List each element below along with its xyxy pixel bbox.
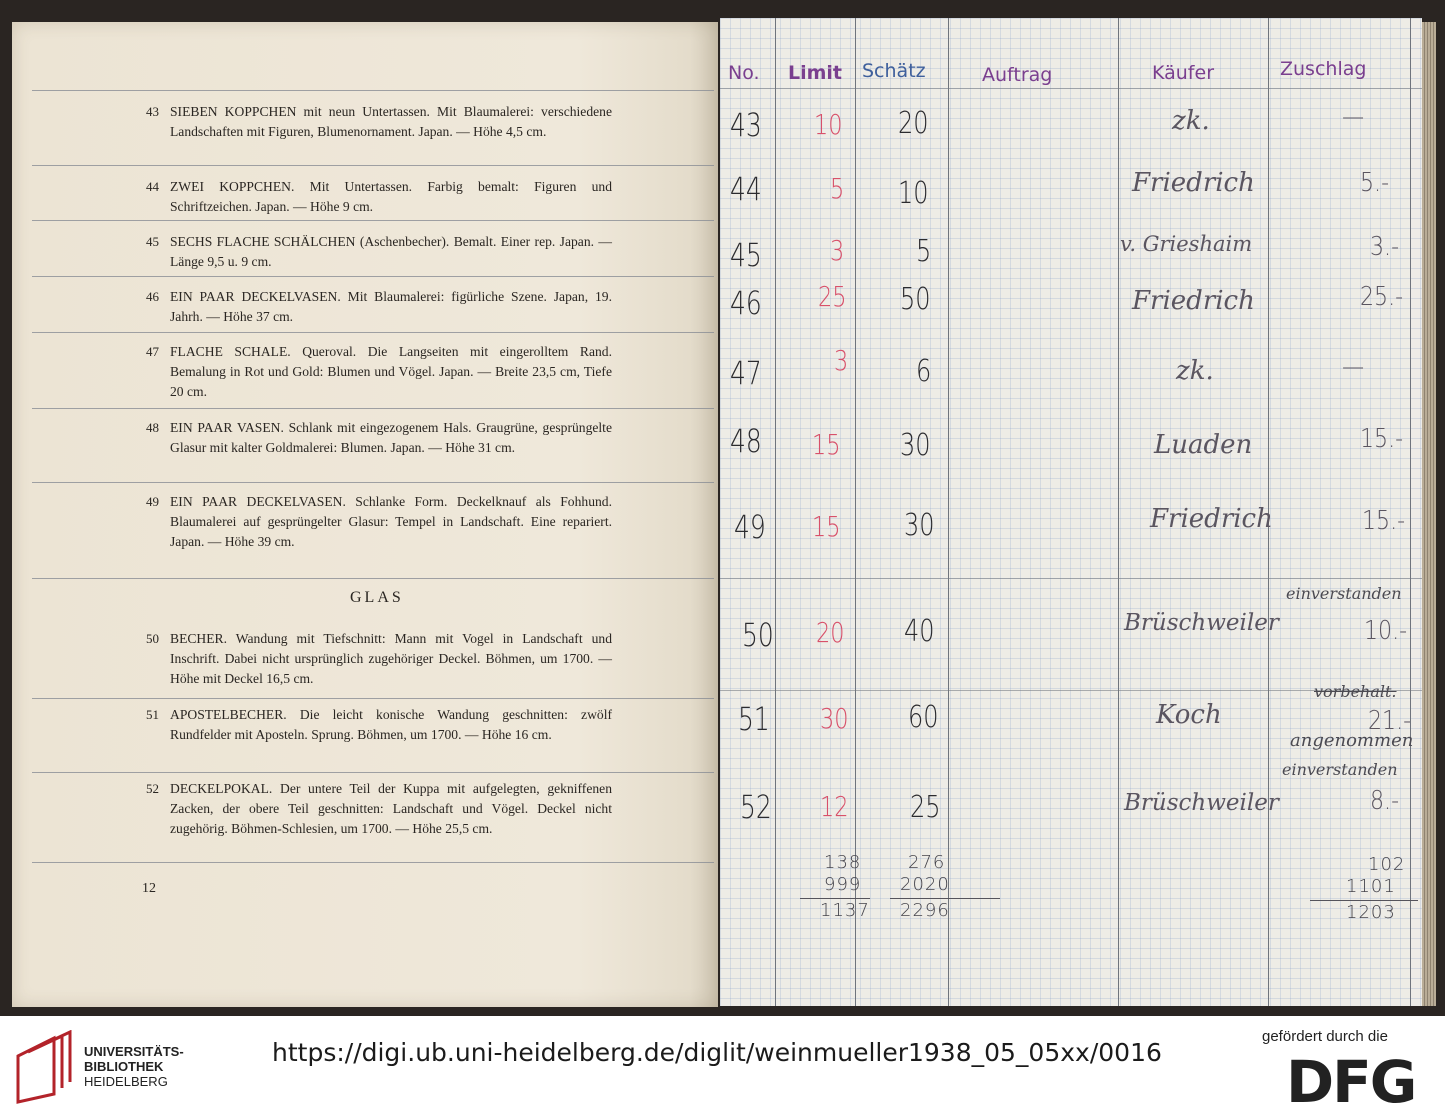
sum-rule: [800, 898, 870, 899]
limit-total-line: 138: [824, 852, 862, 873]
buyer-name: Luaden: [1154, 430, 1253, 460]
note-agreed: einverstanden: [1286, 584, 1402, 603]
hammer-total: 1203: [1346, 902, 1396, 923]
entry-text: EIN PAAR DECKELVASEN. Mit Blaumalerei: figürliche Szene. Japan, 19. Jahrh. — Höhe 37 cm.: [170, 289, 612, 324]
note-agreed: einverstanden: [1282, 760, 1398, 779]
estimate-total-line: 2020: [900, 874, 950, 895]
buyer-name: zk.: [1172, 106, 1210, 136]
rule: [32, 332, 714, 333]
estimate-value: 10: [898, 176, 929, 211]
permalink-url[interactable]: https://digi.ub.uni-heidelberg.de/diglit/weinmueller1938_05_05xx/0016: [272, 1038, 1162, 1067]
header-buyer: Käufer: [1152, 62, 1215, 84]
hammer-price: —: [1342, 102, 1365, 132]
page-edges: [1422, 22, 1436, 1006]
buyer-name: v. Grieshaim: [1120, 232, 1253, 256]
dfg-logo: DFG: [1286, 1048, 1416, 1116]
entry-number: 44: [146, 179, 159, 194]
entry-number: 51: [146, 707, 159, 722]
limit-value: 30: [820, 702, 849, 735]
rule: [32, 772, 714, 773]
funding-note: gefördert durch die: [1262, 1028, 1388, 1045]
rule: [32, 165, 714, 166]
buyer-name: Friedrich: [1132, 168, 1255, 198]
row-divider: [720, 88, 1422, 89]
buyer-name: Friedrich: [1150, 504, 1273, 534]
lot-number: 52: [740, 788, 772, 826]
buyer-name: Koch: [1156, 700, 1222, 730]
university-library-logo-icon: [14, 1030, 78, 1104]
row-divider: [720, 578, 1422, 579]
entry-number: 47: [146, 344, 159, 359]
estimate-value: 50: [900, 282, 931, 317]
hammer-price: 3.-: [1370, 232, 1400, 262]
hammer-price: 8.-: [1370, 786, 1400, 816]
entry-number: 43: [146, 104, 159, 119]
hammer-price: 25.-: [1360, 282, 1404, 312]
hammer-price: —: [1342, 352, 1365, 382]
limit-value: 15: [812, 428, 841, 461]
entry-number: 48: [146, 420, 159, 435]
header-no: No.: [728, 62, 760, 84]
rule: [32, 220, 714, 221]
column-divider: [948, 18, 949, 1006]
note-struck-reservation: vorbehalt.: [1314, 682, 1397, 701]
section-heading: GLAS: [350, 589, 404, 606]
hammer-price: 5.-: [1360, 168, 1390, 198]
estimate-value: 20: [898, 106, 929, 141]
lot-number: 49: [734, 508, 766, 546]
sum-rule: [1310, 900, 1418, 901]
entry-number: 50: [146, 631, 159, 646]
footer-bar: [0, 1016, 1445, 1119]
limit-value: 5: [830, 172, 845, 205]
logo-line: BIBLIOTHEK: [84, 1059, 164, 1074]
limit-value: 3: [834, 344, 849, 377]
entry-text: DECKELPOKAL. Der untere Teil der Kuppa mit aufgelegten, gekniffenen Zacken, der obere Teil geschnitten: Landschaft und Vögel. Deckel nicht zugehörig. Böhmen-Schlesien, um 1700. — Höhe 25,5 cm.: [170, 781, 612, 836]
hammer-price: 10.-: [1364, 616, 1408, 646]
buyer-name: Friedrich: [1132, 286, 1255, 316]
entry-number: 52: [146, 781, 159, 796]
lot-number: 47: [730, 354, 762, 392]
entry-text: FLACHE SCHALE. Queroval. Die Langseiten mit eingerolltem Rand. Bemalung in Rot und Gold: Blumen und Vögel. Japan. — Breite 23,5 cm, Tiefe 20 cm.: [170, 344, 612, 399]
header-hammer: Zuschlag: [1280, 58, 1367, 80]
estimate-total: 2296: [900, 900, 950, 921]
hammer-price: 15.-: [1360, 424, 1404, 454]
header-order: Auftrag: [982, 64, 1053, 86]
estimate-value: 30: [900, 428, 931, 463]
column-divider: [1118, 18, 1119, 1006]
limit-value: 12: [820, 790, 849, 823]
estimate-value: 60: [908, 700, 939, 735]
entry-number: 45: [146, 234, 159, 249]
lot-number: 50: [742, 616, 774, 654]
logo-line: HEIDELBERG: [84, 1074, 168, 1089]
logo-line: UNIVERSITÄTS-: [84, 1044, 184, 1059]
entry-text: ZWEI KOPPCHEN. Mit Untertassen. Farbig bemalt: Figuren und Schriftzeichen. Japan. — Höhe 9 cm.: [170, 179, 612, 214]
rule: [32, 276, 714, 277]
limit-value: 15: [812, 510, 841, 543]
estimate-value: 40: [904, 614, 935, 649]
buyer-name: Brüschweiler: [1124, 610, 1279, 636]
entry-text: APOSTELBECHER. Die leicht konische Wandung geschnitten: zwölf Rundfelder mit Aposteln. Sprung. Böhmen, um 1700. — Höhe 16 cm.: [170, 707, 612, 742]
entry-text: EIN PAAR DECKELVASEN. Schlanke Form. Deckelknauf als Fohhund. Blaumalerei auf gesprüngelter Glasur: Tempel in Landschaft. Eine repariert. Japan. — Höhe 39 cm.: [170, 494, 612, 549]
buyer-name: zk.: [1176, 356, 1214, 386]
estimate-value: 25: [910, 790, 941, 825]
library-name: [84, 1044, 184, 1089]
catalog-page: [12, 22, 718, 1007]
limit-value: 10: [814, 108, 843, 141]
entry-number: 49: [146, 494, 159, 509]
rule: [32, 482, 714, 483]
estimate-value: 6: [916, 354, 932, 389]
note-accepted: angenommen: [1290, 730, 1414, 751]
estimate-value: 5: [916, 234, 932, 269]
rule: [32, 408, 714, 409]
entry-text: EIN PAAR VASEN. Schlank mit eingezogenem Hals. Graugrüne, gesprüngelte Glasur mit kalter Goldmalerei: Blumen. Japan. — Höhe 31 cm.: [170, 420, 612, 455]
lot-number: 43: [730, 106, 762, 144]
entry-number: 46: [146, 289, 159, 304]
rule: [32, 698, 714, 699]
estimate-value: 30: [904, 508, 935, 543]
column-divider: [1410, 18, 1411, 1006]
rule: [32, 90, 714, 91]
hammer-total-line: 1101: [1346, 876, 1396, 897]
lot-number: 45: [730, 236, 762, 274]
buyer-name: Brüschweiler: [1124, 790, 1279, 816]
lot-number: 48: [730, 422, 762, 460]
header-estimate: Schätz: [862, 60, 926, 82]
page-number: 12: [142, 881, 156, 896]
estimate-total-line: 276: [908, 852, 946, 873]
entry-text: SIEBEN KOPPCHEN mit neun Untertassen. Mit Blaumalerei: verschiedene Landschaften mit Figuren, Blumenornament. Japan. — Höhe 4,5 cm.: [170, 104, 612, 139]
limit-value: 25: [818, 280, 847, 313]
limit-value: 3: [830, 234, 845, 267]
limit-value: 20: [816, 616, 845, 649]
entry-text: SECHS FLACHE SCHÄLCHEN (Aschenbecher). Bemalt. Einer rep. Japan. — Länge 9,5 u. 9 cm.: [170, 234, 612, 269]
header-limit: Limit: [788, 62, 843, 84]
limit-total-line: 999: [824, 874, 862, 895]
ledger-page: [720, 18, 1422, 1006]
lot-number: 46: [730, 284, 762, 322]
hammer-price: 15.-: [1362, 506, 1406, 536]
entry-text: BECHER. Wandung mit Tiefschnitt: Mann mit Vogel in Landschaft und Inschrift. Dabei nicht ursprünglich zugehöriger Deckel. Böhmen, um 1700. — Höhe mit Deckel 16,5 cm.: [170, 631, 612, 686]
hammer-total-line: 102: [1368, 854, 1406, 875]
rule: [32, 578, 714, 579]
column-divider: [775, 18, 776, 1006]
sum-rule: [890, 898, 1000, 899]
limit-total: 1137: [820, 900, 870, 921]
lot-number: 44: [730, 170, 762, 208]
hammer-price: 21.-: [1368, 706, 1412, 736]
rule: [32, 862, 714, 863]
lot-number: 51: [738, 700, 770, 738]
